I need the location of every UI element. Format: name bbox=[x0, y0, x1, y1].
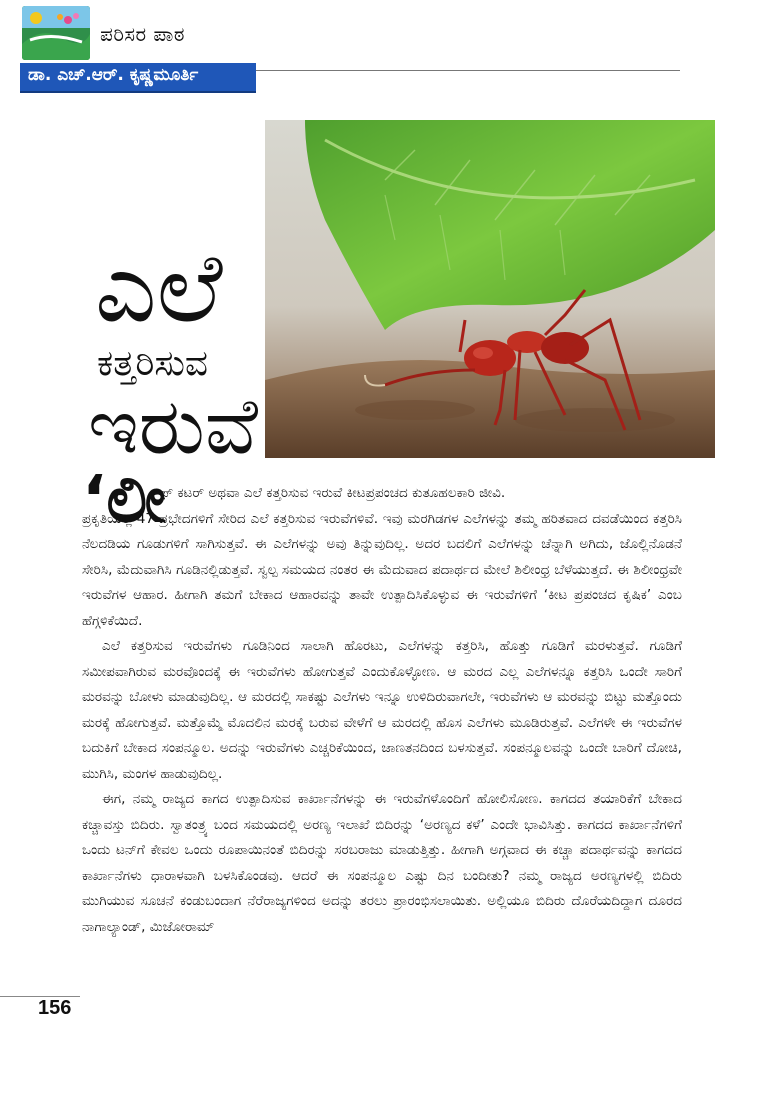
author-banner bbox=[20, 63, 256, 93]
paragraph-1-opening: ಫ್ ಕಟರ್ ಅಥವಾ ಎಲೆ ಕತ್ತರಿಸುವ ಇರುವೆ ಕೀಟಪ್ರಪಂಚದ ಕುತೂಹಲಕಾರಿ ಜೀವಿ. bbox=[160, 485, 506, 501]
logo-icon bbox=[22, 6, 90, 60]
paragraph-1: ಪ್ರಕೃತಿಯಲ್ಲಿ 47 ಪ್ರಭೇದಗಳಿಗೆ ಸೇರಿದ ಎಲೆ ಕತ್ತರಿಸುವ ಇರುವೆಗಳಿವೆ. ಇವು ಮರಗಿಡಗಳ ಎಲೆಗಳನ್ನು ತಮ್ಮ ಹರಿತವಾದ ದವಡೆಯಿಂದ ಕತ್ತರಿಸಿ ನೆಲದಡಿಯ ಗೂಡುಗಳಿಗೆ ಸಾಗಿಸುತ್ತವೆ. ಈ ಎಲೆಗಳನ್ನು ಅವು ತಿನ್ನುವುದಿಲ್ಲ. ಅದರ ಬದಲಿಗೆ ಎಲೆಗಳನ್ನು ಚೆನ್ನಾಗಿ ಅಗಿದು, ಜೊಲ್ಲಿನೊಡನೆ ಸೇರಿಸಿ, ಮೆದುವಾಗಿಸಿ ಗೂಡಿನಲ್ಲಿಡುತ್ತವೆ. ಸ್ವಲ್ಪ ಸಮಯದ ನಂತರ ಈ ಮೆದುವಾದ ಪದಾರ್ಥದ ಮೇಲೆ ಶಿಲೀಂಧ್ರ ಬೆಳೆಯುತ್ತದೆ. ಈ ಶಿಲೀಂಧ್ರವೇ ಇರುವೆಗಳ ಆಹಾರ. ಹೀಗಾಗಿ ತಮಗೆ ಬೇಕಾದ ಆಹಾರವನ್ನು ತಾವೇ ಉತ್ಪಾದಿಸಿಕೊಳ್ಳುವ ಈ ಇರುವೆಗಳಿಗೆ ‘ಕೀಟ ಪ್ರಪಂಚದ ಕೃಷಿಕ’ ಎಂಬ ಹೆಗ್ಗಳಿಕೆಯಿದೆ. bbox=[82, 510, 682, 629]
section-title: ಪರಿಸರ ಪಾಠ bbox=[100, 22, 185, 46]
leafcutter-ant-photo bbox=[265, 120, 715, 458]
paragraph-3: ಈಗ, ನಮ್ಮ ರಾಜ್ಯದ ಕಾಗದ ಉತ್ಪಾದಿಸುವ ಕಾರ್ಖಾನೆಗಳನ್ನು ಈ ಇರುವೆಗಳೊಂದಿಗೆ ಹೋಲಿಸೋಣ. ಕಾಗದದ ತಯಾರಿಕೆಗೆ ಬೇಕಾದ ಕಚ್ಚಾವಸ್ತು ಬಿದಿರು. ಸ್ವಾತಂತ್ರ್ಯ ಬಂದ ಸಮಯದಲ್ಲಿ ಅರಣ್ಯ ಇಲಾಖೆ ಬಿದಿರನ್ನು ‘ಅರಣ್ಯದ ಕಳೆ’ ಎಂದೇ ಭಾವಿಸಿತ್ತು. ಕಾಗದದ ಕಾರ್ಖಾನೆಗಳಿಗೆ ಒಂದು ಟನ್‌ಗೆ ಕೇವಲ ಒಂದು ರೂಪಾಯಿನಂತೆ ಬಿದಿರನ್ನು ಸರಬರಾಜು ಮಾಡುತ್ತಿತ್ತು. ಹೀಗಾಗಿ ಅಗ್ಗವಾದ ಈ ಕಚ್ಚಾ ಪದಾರ್ಥವನ್ನು ಕಾಗದದ ಕಾರ್ಖಾನೆಗಳು ಧಾರಾಳವಾಗಿ ಬಳಸಿಕೊಂಡವು. ಆದರೆ ಈ ಸಂಪನ್ಮೂಲ ಎಷ್ಟು ದಿನ ಬಂದೀತು? ನಮ್ಮ ರಾಜ್ಯದ ಅರಣ್ಯಗಳಲ್ಲಿ ಬಿದಿರು ಮುಗಿಯುವ ಸೂಚನೆ ಕಂಡುಬಂದಾಗ ನೆರೆರಾಜ್ಯಗಳಿಂದ ಅದನ್ನು ತರಲು ಪ್ರಾರಂಭಿಸಲಾಯಿತು. ಅಲ್ಲಿಯೂ ಬಿದಿರು ದೊರೆಯದಿದ್ದಾಗ ದೂರದ ನಾಗಾಲ್ಯಾಂಡ್, ಮಿಜೋರಾಮ್ bbox=[82, 791, 682, 935]
title-line-1: ಎಲೆ bbox=[95, 232, 223, 344]
paragraph-2: ಎಲೆ ಕತ್ತರಿಸುವ ಇರುವೆಗಳು ಗೂಡಿನಿಂದ ಸಾಲಾಗಿ ಹೊರಟು, ಎಲೆಗಳನ್ನು ಕತ್ತರಿಸಿ, ಹೊತ್ತು ಗೂಡಿಗೆ ಮರಳುತ್ತವೆ. ಗೂಡಿಗೆ ಸಮೀಪವಾಗಿರುವ ಮರವೊಂದಕ್ಕೆ ಈ ಇರುವೆಗಳು ಹೋಗುತ್ತವೆ ಎಂದುಕೊಳ್ಳೋಣ. ಆ ಮರದ ಎಲ್ಲ ಎಲೆಗಳನ್ನೂ ಕತ್ತರಿಸಿ ಒಂದೇ ಸಾರಿಗೆ ಮರವನ್ನು ಬೋಳು ಮಾಡುವುದಿಲ್ಲ. ಆ ಮರದಲ್ಲಿ ಸಾಕಷ್ಟು ಎಲೆಗಳು ಇನ್ನೂ ಉಳಿದಿರುವಾಗಲೇ, ಇರುವೆಗಳು ಆ ಮರವನ್ನು ಬಿಟ್ಟು ಮತ್ತೊಂದು ಮರಕ್ಕೆ ಹೋಗುತ್ತವೆ. ಮತ್ತೊಮ್ಮೆ ಮೊದಲಿನ ಮರಕ್ಕೆ ಬರುವ ವೇಳೆಗೆ ಆ ಮರದಲ್ಲಿ ಹೊಸ ಎಲೆಗಳು ಮೂಡಿರುತ್ತವೆ. ಎಲೆಗಳೇ ಈ ಇರುವೆಗಳ ಬದುಕಿಗೆ ಬೇಕಾದ ಸಂಪನ್ಮೂಲ. ಅದನ್ನು ಇರುವೆಗಳು ಎಚ್ಚರಿಕೆಯಿಂದ, ಜಾಣತನದಿಂದ ಬಳಸುತ್ತವೆ. ಸಂಪನ್ಮೂಲವನ್ನು ಒಂದೇ ಬಾರಿಗೆ ದೋಚಿ, ಮುಗಿಸಿ, ಮಂಗಳ ಹಾಡುವುದಿಲ್ಲ. bbox=[82, 638, 682, 782]
article-body bbox=[82, 481, 682, 940]
title-line-3: ಇರುವೆ bbox=[88, 382, 258, 472]
title-line-2: ಕತ್ತರಿಸುವ bbox=[97, 343, 209, 384]
magazine-logo bbox=[22, 6, 90, 60]
page-number: 156 bbox=[38, 997, 72, 1019]
author-name: ಡಾ. ಎಚ್.ಆರ್. ಕೃಷ್ಣಮೂರ್ತಿ bbox=[28, 65, 199, 85]
drop-cap: ‘ಲೀ bbox=[82, 463, 166, 537]
